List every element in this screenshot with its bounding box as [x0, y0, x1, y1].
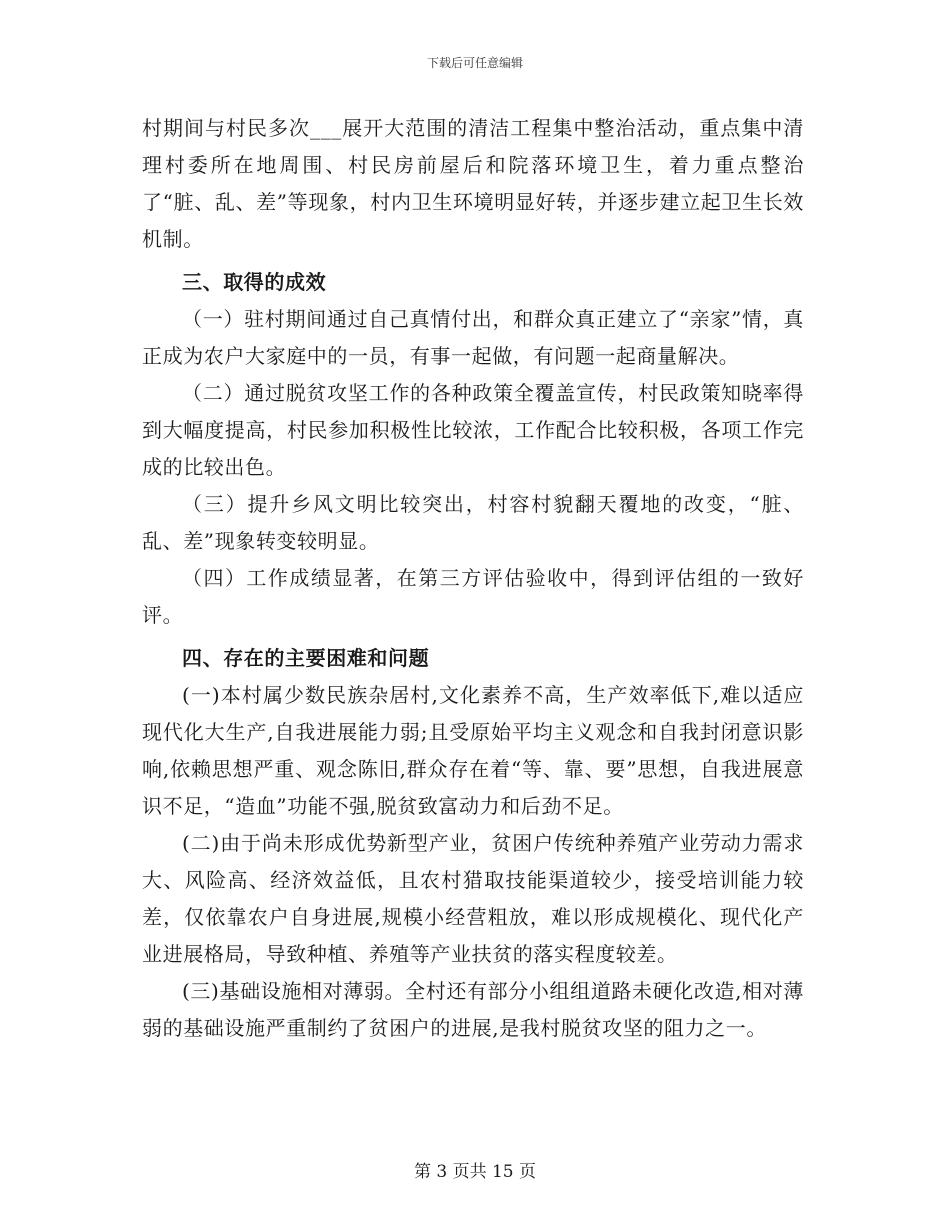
paragraph-difficulty-1: (一)本村属少数民族杂居村,文化素养不高，生产效率低下,难以适应现代化大生产,自我进展能力弱;且受原始平均主义观念和自我封闭意识影响,依赖思想严重、观念陈旧,群众存在着“等、靠、要”思想，自我进展意识不足，“造血”功能不强,脱贫致富动力和后劲不足。	[142, 683, 804, 818]
paragraph-achievement-4: （四）工作成绩显著，在第三方评估验收中，得到评估组的一致好评。	[142, 566, 804, 627]
section-heading-achievements: 三、取得的成效	[182, 270, 327, 294]
paragraph-achievement-1: （一）驻村期间通过自己真情付出，和群众真正建立了“亲家”情，真正成为农户大家庭中的一员，有事一起做，有问题一起商量解决。	[142, 307, 804, 368]
page-number-footer: 第 3 页共 15 页	[413, 1162, 537, 1182]
paragraph-cleanup-campaign: 村期间与村民多次___展开大范围的清洁工程集中整治活动，重点集中清理村委所在地周围、村民房前屋后和院落环境卫生，着力重点整治了“脏、乱、差”等现象，村内卫生环境明显好转，并逐步建立起卫生长效机制。	[142, 116, 804, 251]
paragraph-difficulty-2: (二)由于尚未形成优势新型产业，贫困户传统种养殖产业劳动力需求大、风险高、经济效益低，且农村猎取技能渠道较少，接受培训能力较差，仅依靠农户自身进展,规模小经营粗放，难以形成规模化、现代化产业进展格局，导致种植、养殖等产业扶贫的落实程度较差。	[142, 831, 804, 966]
section-heading-difficulties: 四、存在的主要困难和问题	[182, 646, 430, 670]
paragraph-achievement-2: （二）通过脱贫攻坚工作的各种政策全覆盖宣传，村民政策知晓率得到大幅度提高，村民参加积极性比较浓，工作配合比较积极，各项工作完成的比较出色。	[142, 381, 804, 479]
page-header-note: 下载后可任意编辑	[426, 56, 523, 70]
document-body	[142, 110, 804, 1047]
paragraph-difficulty-3: (三)基础设施相对薄弱。全村还有部分小组组道路未硬化改造,相对薄弱的基础设施严重制约了贫困户的进展,是我村脱贫攻坚的阻力之一。	[142, 979, 804, 1040]
paragraph-achievement-3: （三）提升乡风文明比较突出，村容村貌翻天覆地的改变，“脏、乱、差”现象转变较明显。	[142, 492, 804, 553]
